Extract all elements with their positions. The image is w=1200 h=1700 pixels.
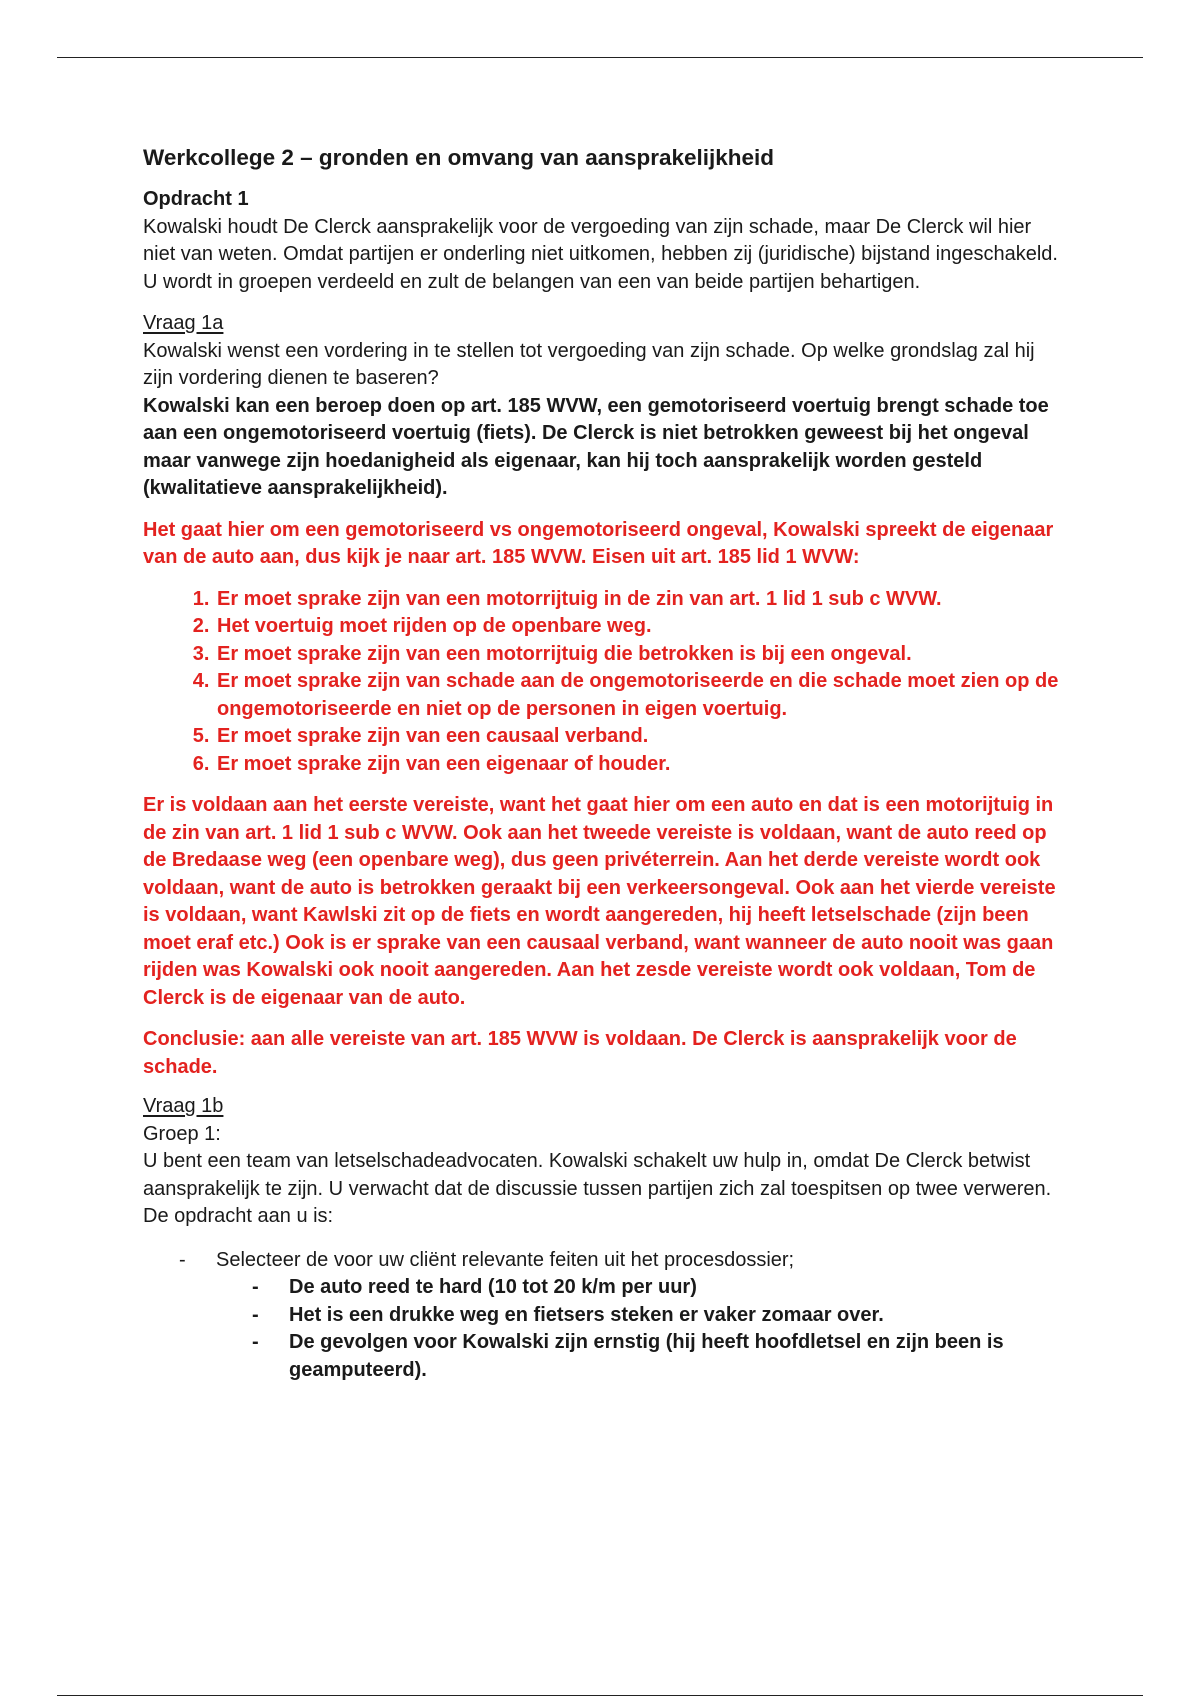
requirement-item: 1. Er moet sprake zijn van een motorrijtuig in de zin van art. 1 lid 1 sub c WVW. [215,586,1063,614]
vraag-1a-heading: Vraag 1a [143,312,224,334]
document-title: Werkcollege 2 – gronden en omvang van aansprakelijkheid [143,145,775,170]
vraag-1a-question: Kowalski wenst een vordering in te stellen tot vergoeding van zijn schade. Op welke grondslag zal hij zijn vordering dienen te baseren? [143,339,1035,389]
requirement-item: 3. Er moet sprake zijn van een motorrijtuig die betrokken is bij een ongeval. [215,641,1063,669]
facts-list [216,1274,1063,1384]
fact-text: De auto reed te hard (10 tot 20 k/m per uur) [289,1276,697,1298]
red-intro: Het gaat hier om een gemotoriseerd vs ongemotoriseerd ongeval, Kowalski spreekt de eigenaar van de auto aan, dus kijk je naar art. 185 WVW. Eisen uit art. 185 lid 1 WVW: [143,518,1054,568]
dash-bullet: - [252,1276,259,1298]
vraag-1b-intro: U bent een team van letselschadeadvocaten. Kowalski schakelt uw hulp in, omdat De Clerck betwist aansprakelijk te zijn. U verwacht dat de discussie tussen partijen zich zal toespitsen op twee verweren. De opdracht aan u is: [143,1150,1052,1227]
red-analysis: Er is voldaan aan het eerste vereiste, want het gaat hier om een auto en dat is een motorijtuig in de zin van art. 1 lid 1 sub c WVW. Ook aan het tweede vereiste is voldaan, want de auto reed op de Bredaase weg (een openbare weg), dus geen privéterrein. Aan het derde vereiste wordt ook voldaan, want de auto is betrokken geraakt bij een verkeersongeval. Ook aan het vierde vereiste is voldaan, want Kawlski zit op de fiets en wordt aangereden, hij heeft letselschade (zijn been moet eraf etc.) Ook is er sprake van een causaal verband, want wanneer de auto nooit was gaan rijden was Kowalski ook nooit aangereden. Aan het zesde vereiste wordt ook voldaan, Tom de Clerck is de eigenaar van de auto. [143,794,1056,1009]
fact-item [216,1274,1063,1302]
requirement-item: 4. Er moet sprake zijn van schade aan de ongemotoriseerde en die schade moet zien op de ongemotoriseerde en niet op de personen in eigen voertuig. [215,668,1063,723]
document-body [143,143,1063,1384]
requirements-list [143,586,1063,779]
bottom-rule [57,1695,1143,1696]
task-item [143,1247,1063,1385]
red-conclusion: Conclusie: aan alle vereiste van art. 185 WVW is voldaan. De Clerck is aansprakelijk voor de schade. [143,1028,1017,1078]
requirement-item: 5. Er moet sprake zijn van een causaal verband. [215,723,1063,751]
task-list [143,1247,1063,1385]
fact-text: Het is een drukke weg en fietsers steken er vaker zomaar over. [289,1303,884,1326]
dash-bullet: - [252,1331,259,1353]
opdracht-intro: Kowalski houdt De Clerck aansprakelijk voor de vergoeding van zijn schade, maar De Clerck wil hier niet van weten. Omdat partijen er onderling niet uitkomen, hebben zij (juridische) bijstand ingeschakeld. U wordt in groepen verdeeld en zult de belangen van een van beide partijen behartigen. [143,215,1058,293]
top-rule [57,57,1143,58]
dash-bullet: - [179,1248,186,1271]
vraag-1b-group: Groep 1: [143,1122,221,1145]
opdracht-heading: Opdracht 1 [143,188,249,210]
vraag-1a-answer: Kowalski kan een beroep doen op art. 185 WVW, een gemotoriseerd voertuig brengt schade toe aan een ongemotoriseerd voertuig (fiets). De Clerck is niet betrokken geweest bij het ongeval maar vanwege zijn hoedanigheid als eigenaar, kan hij toch aansprakelijk worden gesteld (kwalitatieve aansprakelijkheid). [143,394,1049,499]
requirement-item: 2. Het voertuig moet rijden op de openbare weg. [215,613,1063,641]
requirement-item: 6. Er moet sprake zijn van een eigenaar of houder. [215,751,1063,779]
fact-item [216,1302,1063,1330]
fact-item [216,1329,1063,1384]
vraag-1b-heading: Vraag 1b [143,1095,224,1117]
dash-bullet: - [252,1303,259,1326]
fact-text: De gevolgen voor Kowalski zijn ernstig (hij heeft hoofdletsel en zijn been is geamputeerd). [289,1331,1004,1381]
task-text: Selecteer de voor uw cliënt relevante feiten uit het procesdossier; [216,1248,795,1271]
